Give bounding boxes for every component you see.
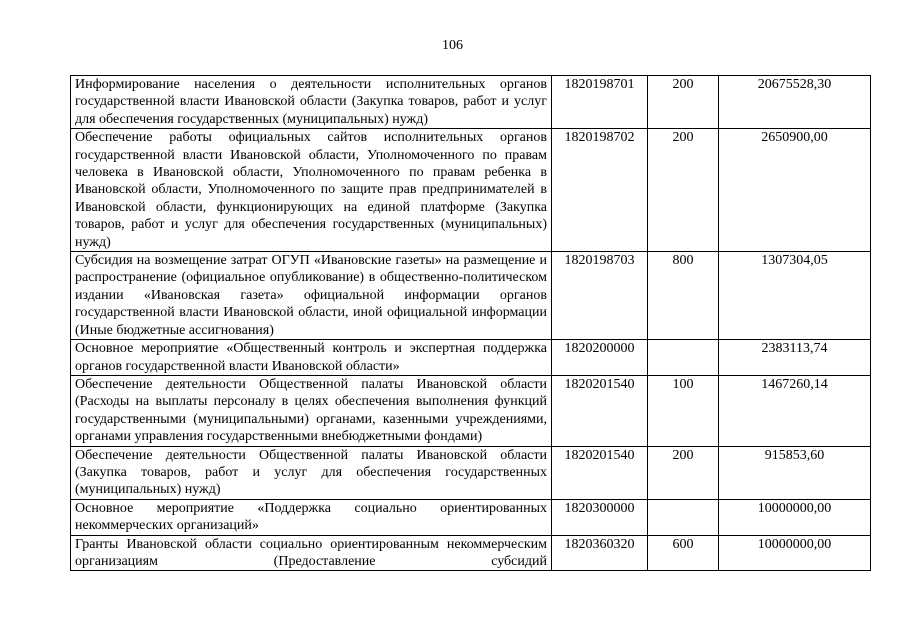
row-code: 1820201540 — [552, 446, 648, 499]
table-row — [71, 76, 871, 129]
table-row — [71, 499, 871, 535]
row-sum: 2650900,00 — [719, 129, 871, 252]
row-sum: 1467260,14 — [719, 375, 871, 446]
row-name: Обеспечение деятельности Общественной палаты Ивановской области (Расходы на выплаты персоналу в целях обеспечения выполнения функций государственными (муниципальными) органами, казенными учреждениями, органами управления государственными внебюджетными фондами) — [71, 375, 552, 446]
row-sum: 2383113,74 — [719, 340, 871, 376]
row-expense-type: 800 — [648, 252, 719, 340]
row-expense-type: 200 — [648, 129, 719, 252]
row-name: Основное мероприятие «Поддержка социально ориентированных некоммерческих организаций» — [71, 499, 552, 535]
table-row — [71, 340, 871, 376]
row-expense-type: 600 — [648, 535, 719, 571]
table-row — [71, 535, 871, 571]
row-sum: 20675528,30 — [719, 76, 871, 129]
table-row — [71, 252, 871, 340]
row-name: Обеспечение деятельности Общественной палаты Ивановской области (Закупка товаров, работ и услуг для обеспечения государственных (муниципальных) нужд) — [71, 446, 552, 499]
row-code: 1820200000 — [552, 340, 648, 376]
row-name: Информирование населения о деятельности исполнительных органов государственной власти Ивановской области (Закупка товаров, работ и услуг для обеспечения государственных (муниципальных) нужд) — [71, 76, 552, 129]
row-expense-type: 100 — [648, 375, 719, 446]
row-expense-type — [648, 340, 719, 376]
table-row — [71, 375, 871, 446]
row-expense-type — [648, 499, 719, 535]
row-code: 1820198702 — [552, 129, 648, 252]
row-name: Гранты Ивановской области социально ориентированным некоммерческим организациям (Предоставление субсидий — [71, 535, 552, 571]
page-number: 106 — [442, 38, 463, 53]
row-code: 1820300000 — [552, 499, 648, 535]
row-expense-type: 200 — [648, 446, 719, 499]
row-expense-type: 200 — [648, 76, 719, 129]
table-row — [71, 446, 871, 499]
row-sum: 10000000,00 — [719, 499, 871, 535]
row-sum: 915853,60 — [719, 446, 871, 499]
row-sum: 1307304,05 — [719, 252, 871, 340]
row-sum: 10000000,00 — [719, 535, 871, 571]
row-name: Основное мероприятие «Общественный контроль и экспертная поддержка органов государственной власти Ивановской области» — [71, 340, 552, 376]
row-code: 1820198703 — [552, 252, 648, 340]
row-code: 1820198701 — [552, 76, 648, 129]
row-name: Субсидия на возмещение затрат ОГУП «Ивановские газеты» на размещение и распространение (официальное опубликование) в общественно-политическом издании «Ивановская газета» официальной информации органов государственной власти Ивановской области, иной официальной информации (Иные бюджетные ассигнования) — [71, 252, 552, 340]
table-row — [71, 129, 871, 252]
budget-table — [70, 75, 871, 571]
row-code: 1820360320 — [552, 535, 648, 571]
row-name: Обеспечение работы официальных сайтов исполнительных органов государственной власти Ивановской области, Уполномоченного по правам человека в Ивановской области, Уполномоченного по правам ребенка в Ивановской области, Уполномоченного по защите прав предпринимателей в Ивановской области, функционирующих на единой платформе (Закупка товаров, работ и услуг для обеспечения государственных (муниципальных) нужд) — [71, 129, 552, 252]
row-code: 1820201540 — [552, 375, 648, 446]
